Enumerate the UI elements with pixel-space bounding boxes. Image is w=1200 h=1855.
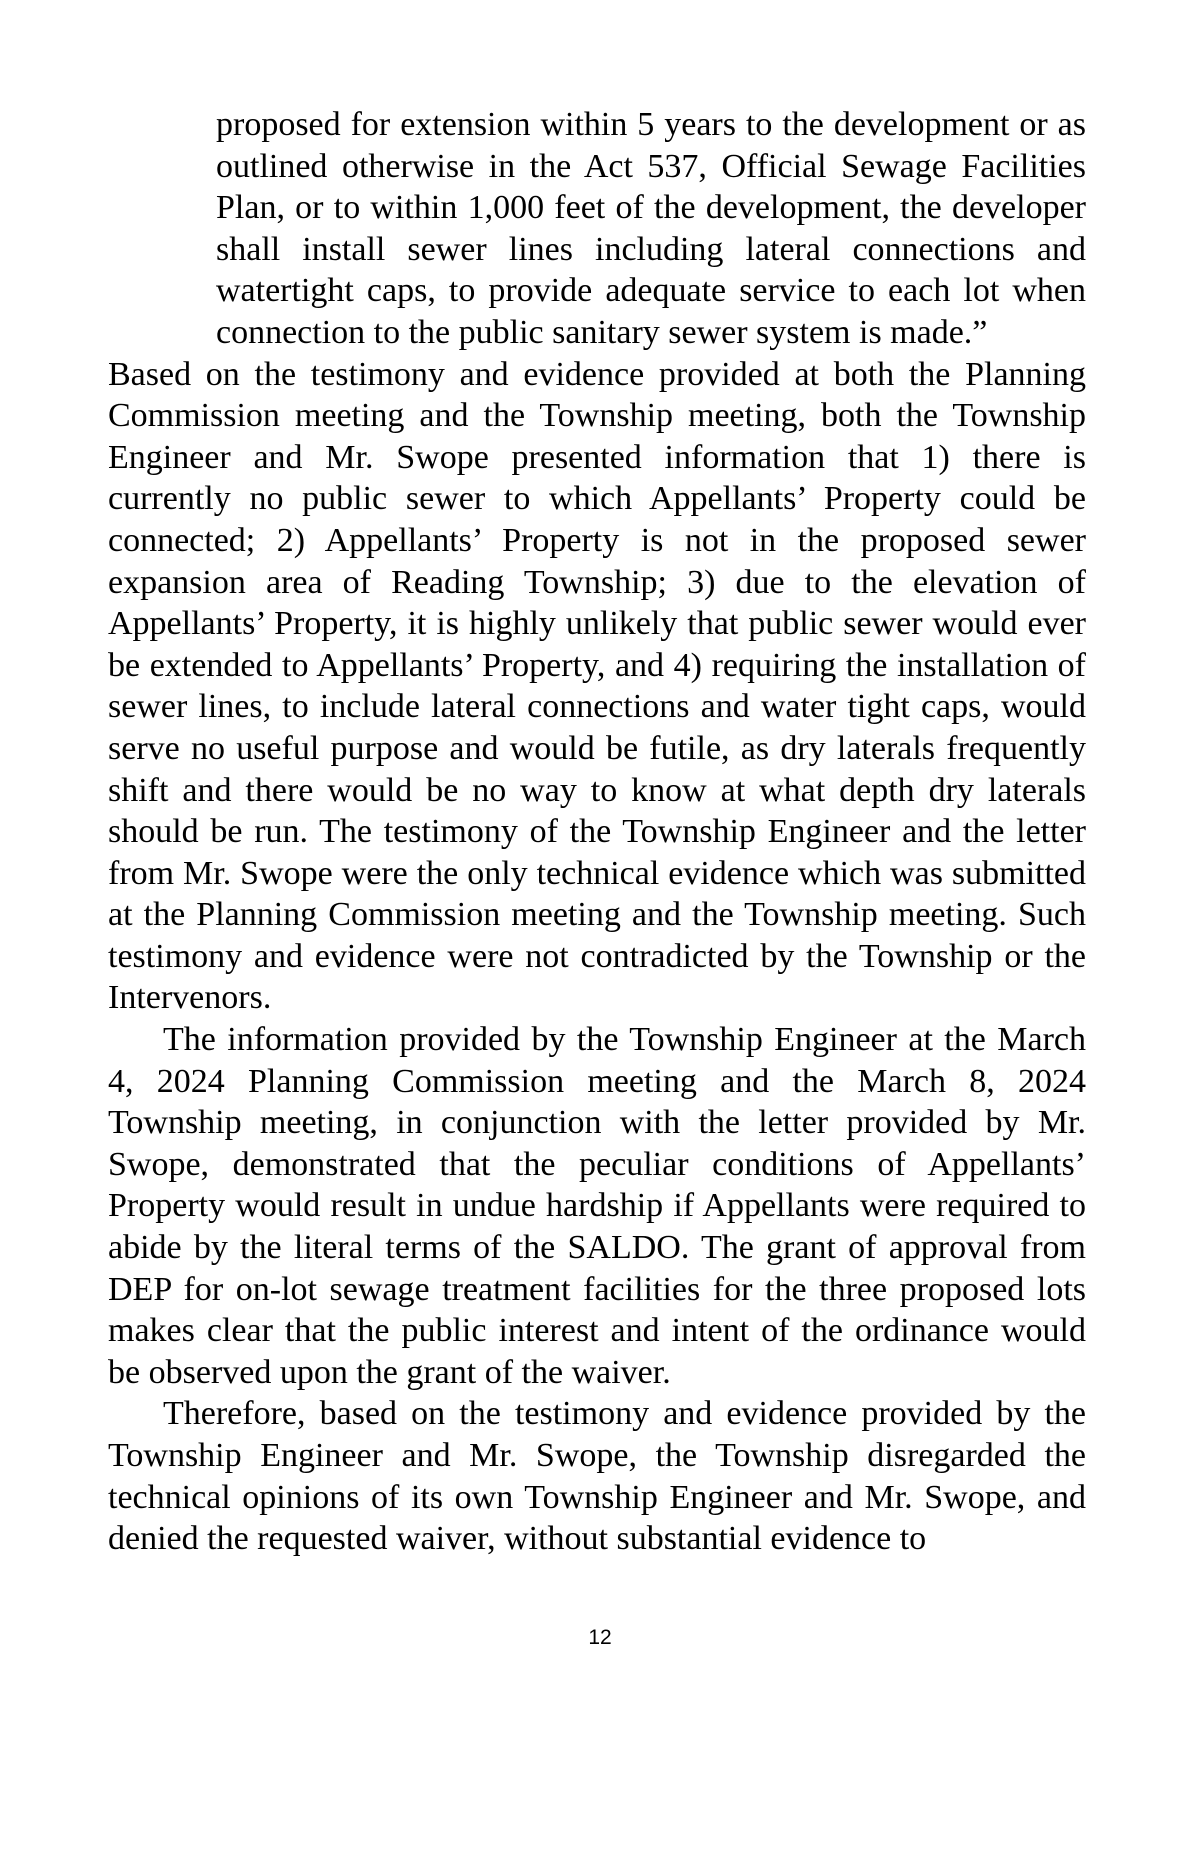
quoted-ordinance-paragraph: proposed for extension within 5 years to the development or as outlined otherwise in the Act 537, Official Sewage Facilities Plan, or to within 1,000 feet of the development, the developer shall install sewer lines including lateral connections and watertight caps, to provide adequate service to each lot when connection to the public sanitary sewer system is made.” bbox=[216, 106, 1086, 351]
body-text bbox=[108, 104, 1086, 1560]
testimony-paragraph: Based on the testimony and evidence provided at both the Planning Commission meeting and the Township meeting, both the Township Engineer and Mr. Swope presented information that 1) there is currently no public sewer to which Appellants’ Property could be connected; 2) Appellants’ Property is not in the proposed sewer expansion area of Reading Township; 3) due to the elevation of Appellants’ Property, it is highly unlikely that public sewer would ever be extended to Appellants’ Property, and 4) requiring the installation of sewer lines, to include lateral connections and water tight caps, would serve no useful purpose and would be futile, as dry laterals frequently shift and there would be no way to know at what depth dry laterals should be run. The testimony of the Township Engineer and the letter from Mr. Swope were the only technical evidence which was submitted at the Planning Commission meeting and the Township meeting. Such testimony and evidence were not contradicted by the Township or the Intervenors. bbox=[108, 355, 1086, 1017]
page-number: 12 bbox=[588, 1626, 612, 1649]
information-paragraph: The information provided by the Township Engineer at the March 4, 2024 Planning Commission meeting and the March 8, 2024 Township meeting, in conjunction with the letter provided by Mr. Swope, demonstrated that the peculiar conditions of Appellants’ Property would result in undue hardship if Appellants were required to abide by the literal terms of the SALDO. The grant of approval from DEP for on-lot sewage treatment facilities for the three proposed lots makes clear that the public interest and intent of the ordinance would be observed upon the grant of the waiver. bbox=[108, 1021, 1086, 1391]
conclusion-paragraph: Therefore, based on the testimony and evidence provided by the Township Engineer and Mr. Swope, the Township disregarded the technical opinions of its own Township Engineer and Mr. Swope, and denied the requested waiver, without substantial evidence to bbox=[108, 1395, 1086, 1558]
